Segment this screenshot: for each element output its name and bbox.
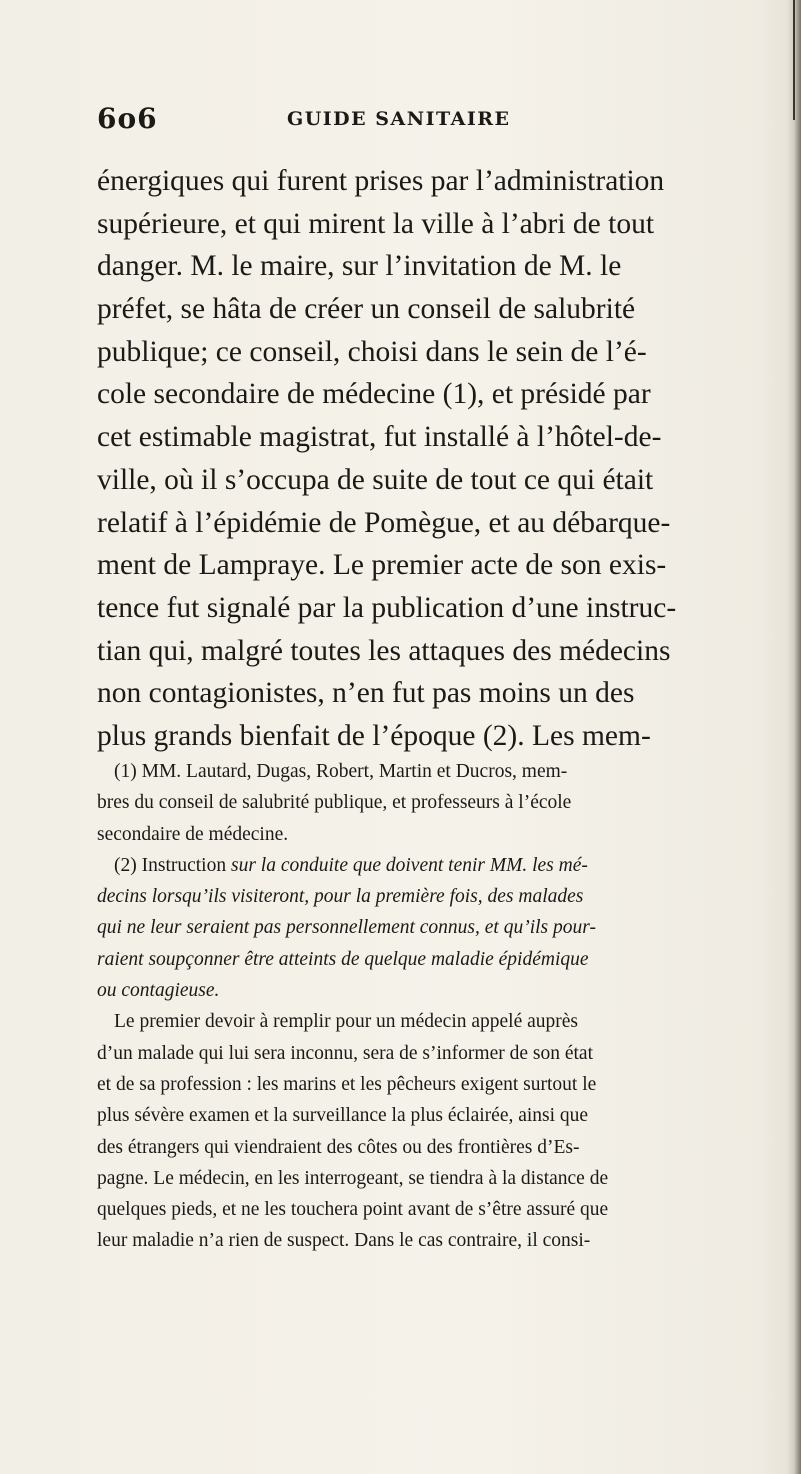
- footnote-2-title-line: raient soupçonner être atteints de quelque maladie épidémique: [97, 948, 589, 970]
- footnote-2-title-start: sur la conduite que doivent tenir MM. les mé-: [230, 854, 588, 876]
- body-line: plus grands bienfait de l’époque (2). Les mem-: [97, 719, 651, 752]
- body-line: relatif à l’épidémie de Pomègue, et au débarque-: [97, 506, 671, 539]
- footnote-1-line: secondaire de médecine.: [97, 823, 289, 845]
- body-line: danger. M. le maire, sur l’invitation de M. le: [97, 250, 622, 283]
- page-number: 6o6: [97, 102, 158, 135]
- body-line: énergiques qui furent prises par l’administration: [97, 165, 665, 197]
- footnote-2-body-line: et de sa profession : les marins et les pêcheurs exigent surtout le: [97, 1073, 597, 1095]
- footnote-2-title-line: qui ne leur seraient pas personnellement connus, et qu’ils pour-: [97, 917, 596, 939]
- footnotes: [97, 756, 769, 1257]
- footnote-2-body-line: d’un malade qui lui sera inconnu, sera de s’informer de son état: [97, 1042, 594, 1064]
- footnote-2-body-line: pagne. Le médecin, en les interrogeant, se tiendra à la distance de: [97, 1167, 609, 1189]
- running-title: GUIDE SANITAIRE: [287, 108, 511, 130]
- body-line: non contagionistes, n’en fut pas moins un des: [97, 677, 635, 710]
- footnote-2-body-line: quelques pieds, et ne les touchera point avant de s’être assuré que: [97, 1199, 609, 1221]
- footnote-2-body-line: plus sévère examen et la surveillance la plus éclairée, ainsi que: [97, 1105, 589, 1127]
- footnote-2-first-line: [97, 850, 769, 881]
- body-line: ment de Lampraye. Le premier acte de son exis-: [97, 549, 667, 582]
- footnote-2-title-line: decins lorsqu’ils visiteront, pour la première fois, des malades: [97, 886, 584, 908]
- body-line: publique; ce conseil, choisi dans le sein de l’é-: [97, 335, 647, 368]
- footnote-2-body-line: Le premier devoir à remplir pour un médecin appelé auprès: [114, 1011, 579, 1033]
- body-line: supérieure, et qui mirent la ville à l’abri de tout: [97, 207, 655, 240]
- main-paragraph: [97, 160, 769, 758]
- footnote-2-title-line: ou contagieuse.: [97, 980, 220, 1002]
- footnote-2-label: (2) Instruction: [114, 854, 231, 876]
- body-line: cet estimable magistrat, fut installé à l’hôtel-de-: [97, 421, 662, 454]
- page-header: [97, 102, 757, 146]
- body-line: tence fut signalé par la publication d’une instruc-: [97, 591, 677, 624]
- page-edge-line: [793, 0, 795, 120]
- footnote-2-body-line: des étrangers qui viendraient des côtes ou des frontières d’Es-: [97, 1136, 580, 1158]
- footnote-1-line: (1) MM. Lautard, Dugas, Robert, Martin et Ducros, mem-: [114, 761, 568, 782]
- page-edge-shadow: [787, 0, 801, 1474]
- body-line: ville, où il s’occupa de suite de tout ce qui était: [97, 463, 654, 496]
- body-line: tian qui, malgré toutes les attaques des médecins: [97, 634, 671, 667]
- footnote-1-line: bres du conseil de salubrité publique, et professeurs à l’école: [97, 792, 572, 814]
- body-line: cole secondaire de médecine (1), et présidé par: [97, 378, 651, 411]
- body-line: préfet, se hâta de créer un conseil de salubrité: [97, 293, 636, 326]
- footnote-2-body-line: leur maladie n’a rien de suspect. Dans le cas contraire, il consi-: [97, 1230, 591, 1252]
